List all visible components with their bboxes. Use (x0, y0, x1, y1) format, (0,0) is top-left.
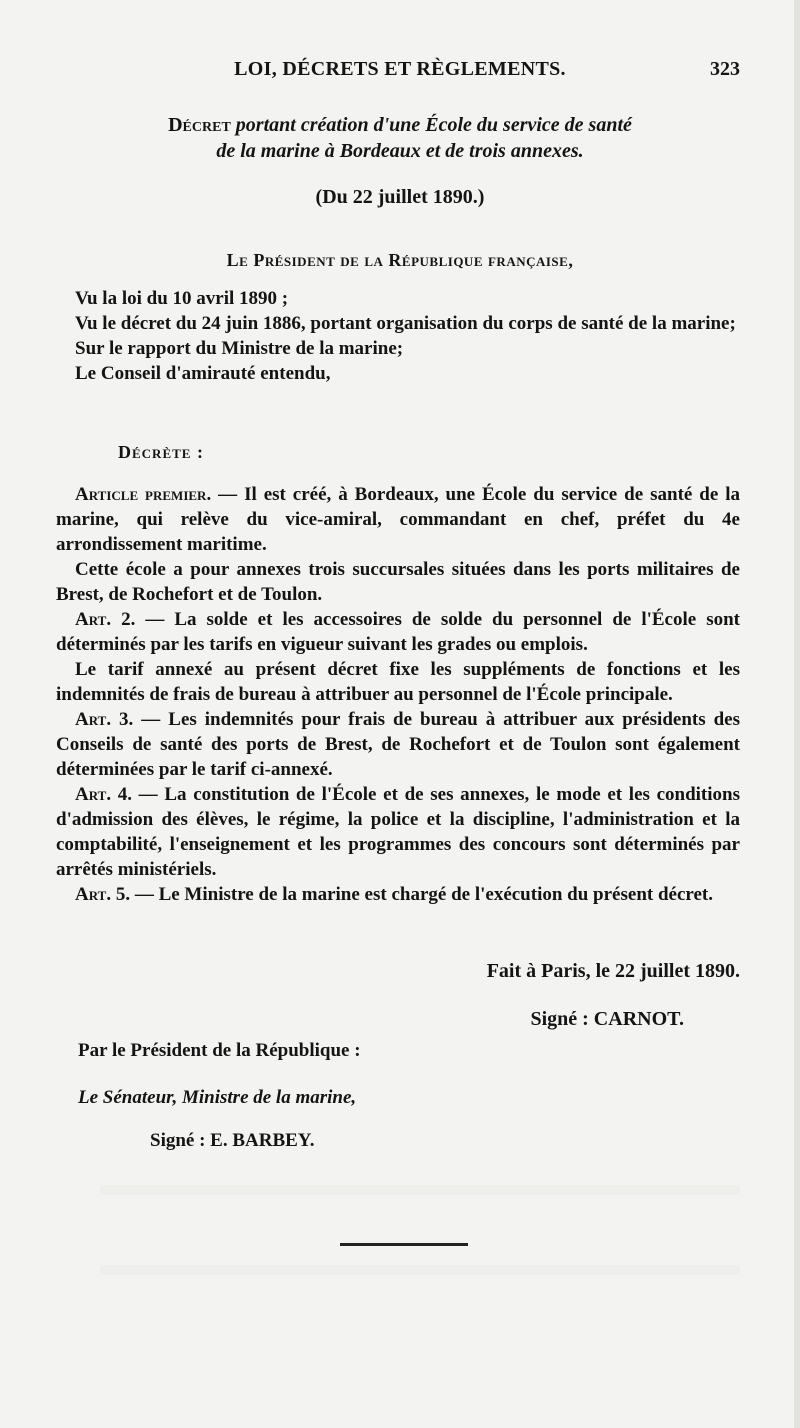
president-heading: Le Président de la République française, (226, 250, 574, 270)
article-label: Art. 2. (75, 609, 136, 630)
page-number: 323 (710, 58, 740, 80)
decree-title (60, 112, 740, 164)
article-paragraph (56, 882, 740, 907)
article-text: — Il est créé, à Bordeaux, une École du service de santé de la marine, qui relève du vice-amiral, commandant en chef, préfet du 4e arrondissement maritime. (56, 484, 740, 555)
article-text: — La constitution de l'École et de ses annexes, le mode et les conditions d'admission des élèves, le régime, la police et la discipline, l'administration et la comptabilité, l'enseignement et les programmes des concours sont déterminés par arrêtés ministériels. (56, 784, 740, 880)
consideration-item: Vu le décret du 24 juin 1886, portant organisation du corps de santé de la marine; (75, 313, 736, 334)
running-header (60, 58, 740, 88)
article-paragraph (56, 782, 740, 882)
consideration-item: Le Conseil d'amirauté entendu, (75, 363, 331, 384)
consideration-item: Sur le rapport du Ministre de la marine; (75, 338, 404, 359)
articles (56, 482, 740, 907)
article-paragraph (56, 482, 740, 557)
decree-title-line2: de la marine à Bordeaux et de trois annexes. (216, 140, 584, 162)
decree-title-line1: portant création d'une École du service de santé (235, 114, 632, 136)
decree-date: (Du 22 juillet 1890.) (315, 186, 485, 208)
considerations (56, 286, 740, 386)
article-text: — La solde et les accessoires de solde du personnel de l'École sont déterminés par les tarifs en vigueur suivant les grades ou emplois. (56, 609, 740, 655)
article-text: — Les indemnités pour frais de bureau à attribuer aux présidents des Conseils de santé des ports de Brest, de Rochefort et de Toulon sont également déterminées par le tarif ci-annexé. (56, 709, 740, 780)
article-text: Cette école a pour annexes trois succursales situées dans les ports militaires de Brest, de Rochefort et de Toulon. (56, 559, 740, 605)
article-paragraph (56, 557, 740, 607)
article-label: Article premier. (75, 484, 212, 505)
article-label: Art. 5. (75, 884, 131, 905)
article-paragraph (56, 707, 740, 782)
signature-barbey: Signé : E. BARBEY. (150, 1130, 315, 1151)
consideration-item: Vu la loi du 10 avril 1890 ; (75, 288, 289, 309)
minister-title: Le Sénateur, Ministre de la marine, (78, 1087, 357, 1108)
decrete-heading: Décrète : (118, 442, 204, 462)
show-through-line (100, 1185, 740, 1195)
article-text: — Le Ministre de la marine est chargé de l'exécution du présent décret. (130, 884, 713, 905)
article-text: Le tarif annexé au présent décret fixe les suppléments de fonctions et les indemnités de frais de bureau à attribuer au personnel de l'École principale. (56, 659, 740, 705)
signature-carnot: Signé : CARNOT. (530, 1008, 684, 1030)
by-the-president: Par le Président de la République : (78, 1040, 361, 1061)
article-label: Art. 4. (75, 784, 132, 805)
end-rule (340, 1243, 468, 1246)
page-edge (794, 0, 800, 1428)
header-title: LOI, DÉCRETS ET RÈGLEMENTS. (234, 58, 566, 80)
place-date-signature: Fait à Paris, le 22 juillet 1890. (486, 960, 740, 982)
article-label: Art. 3. (75, 709, 134, 730)
decree-title-lead: Décret (168, 114, 231, 136)
show-through-line (100, 1265, 740, 1275)
article-paragraph (56, 657, 740, 707)
article-paragraph (56, 607, 740, 657)
